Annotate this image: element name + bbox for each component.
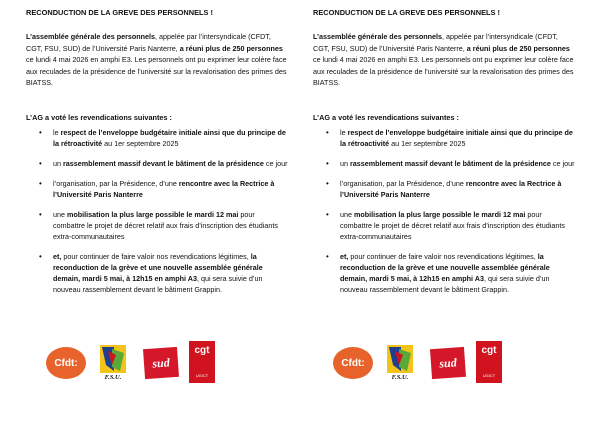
cgt-logo — [189, 341, 215, 383]
demand-item — [26, 209, 288, 242]
intro-segment: L’assemblée générale des personnels — [313, 32, 443, 41]
intro-segment: L’assemblée générale des personnels — [26, 32, 156, 41]
sud-logo-text: sud — [151, 354, 171, 371]
union-logos — [333, 340, 573, 388]
demand-item — [26, 251, 288, 295]
cfdt-logo-text: Cfdt: — [54, 357, 78, 369]
demands-heading: L’AG a voté les revendications suivantes : — [313, 113, 459, 122]
demand-segment: un — [340, 159, 350, 168]
demand-segment: un — [53, 159, 63, 168]
demand-segment: et, — [53, 252, 62, 261]
intro-segment: ce lundi 4 mai 2026 en amphi E3. Les personnels ont pu exprimer leur colère face aux reculades de la présidence de l’université sur la revalorisation des primes des BIATSS. — [313, 55, 574, 87]
demand-segment: la reconduction de la grève et une nouvelle assemblée générale demain, mardi 5 mai, à 12h15 en amphi A3 — [340, 252, 550, 283]
cgt-logo-subtext: UGICT — [195, 373, 209, 378]
demand-item — [26, 178, 288, 200]
demand-segment: une — [340, 210, 354, 219]
cfdt-logo — [46, 347, 86, 379]
demand-segment: rassemblement massif devant le bâtiment de la présidence — [350, 159, 551, 168]
intro-segment: , appelée par l’intersyndicale (CFDT, CGT, FSU, SUD) de l’Université Paris Nanterre, — [313, 32, 558, 53]
demand-segment: ce jour — [550, 159, 575, 168]
cgt-logo-text: cgt — [194, 345, 210, 356]
demand-segment: au 1er septembre 2025 — [389, 139, 466, 148]
leaflet-title: RECONDUCTION DE LA GREVE DES PERSONNELS ! — [313, 8, 500, 17]
fsu-emblem-icon — [383, 343, 417, 375]
demand-segment: respect de l’enveloppe budgétaire initiale ainsi que du principe de la rétroactivité — [340, 128, 573, 148]
intro-paragraph — [313, 31, 575, 89]
demand-segment: pour combattre le projet de décret relatif aux frais d’inscription des étudiants extra-communautaires — [340, 210, 565, 241]
demand-item — [26, 158, 288, 169]
fsu-logo — [383, 343, 417, 383]
intro-segment: , appelée par l’intersyndicale (CFDT, CGT, FSU, SUD) de l’Université Paris Nanterre, — [26, 32, 271, 53]
demand-segment: , qui sera suivie d’un nouveau rassemblement devant le bâtiment Grappin. — [53, 274, 263, 294]
demand-segment: ce jour — [263, 159, 288, 168]
cgt-logo-subtext: UGICT — [482, 373, 496, 378]
demand-item — [313, 209, 575, 242]
demand-segment: au 1er septembre 2025 — [102, 139, 179, 148]
union-logos — [46, 340, 286, 388]
demand-segment: le — [53, 128, 61, 137]
demand-segment: pour continuer de faire valoir nos revendications légitimes, — [348, 252, 538, 261]
demand-segment: la reconduction de la grève et une nouvelle assemblée générale demain, mardi 5 mai, à 12h15 en amphi A3 — [53, 252, 263, 283]
demand-segment: une — [53, 210, 67, 219]
demands-heading: L’AG a voté les revendications suivantes : — [26, 113, 172, 122]
intro-segment: a réuni plus de 250 personnes — [466, 43, 570, 53]
demands-list — [313, 127, 575, 304]
demands-list — [26, 127, 288, 304]
demand-segment: pour continuer de faire valoir nos revendications légitimes, — [61, 252, 251, 261]
leaflet-title: RECONDUCTION DE LA GREVE DES PERSONNELS ! — [26, 8, 213, 17]
demand-segment: et, — [340, 252, 349, 261]
demand-segment: , qui sera suivie d’un nouveau rassemblement devant le bâtiment Grappin. — [340, 274, 550, 294]
fsu-logo-text: F.S.U. — [391, 374, 409, 381]
demand-segment: respect de l’enveloppe budgétaire initiale ainsi que du principe de la rétroactivité — [53, 128, 286, 148]
demand-item — [313, 158, 575, 169]
demand-segment: rassemblement massif devant le bâtiment de la présidence — [63, 159, 264, 168]
fsu-logo-text: F.S.U. — [104, 374, 122, 381]
cfdt-logo-text: Cfdt: — [341, 357, 365, 369]
demand-segment: l’organisation, par la Présidence, d’une — [53, 179, 179, 188]
fsu-emblem-icon — [96, 343, 130, 375]
demand-item — [26, 127, 288, 149]
demand-segment: mobilisation la plus large possible le mardi 12 mai — [67, 210, 239, 219]
demand-segment: l’organisation, par la Présidence, d’une — [340, 179, 466, 188]
cgt-logo — [476, 341, 502, 383]
intro-segment: ce lundi 4 mai 2026 en amphi E3. Les personnels ont pu exprimer leur colère face aux reculades de la présidence de l’université sur la revalorisation des primes des BIATSS. — [26, 55, 287, 87]
demand-item — [313, 127, 575, 149]
sud-logo-text: sud — [438, 354, 458, 371]
fsu-logo — [96, 343, 130, 383]
sud-logo — [430, 347, 466, 379]
intro-paragraph — [26, 31, 288, 89]
demand-item — [313, 251, 575, 295]
demand-segment: rencontre avec la Rectrice à l’Université Paris Nanterre — [340, 179, 562, 199]
demand-segment: rencontre avec la Rectrice à l’Université Paris Nanterre — [53, 179, 275, 199]
demand-segment: pour combattre le projet de décret relatif aux frais d’inscription des étudiants extra-communautaires — [53, 210, 278, 241]
intro-segment: a réuni plus de 250 personnes — [179, 43, 283, 53]
cfdt-logo — [333, 347, 373, 379]
sud-logo — [143, 347, 179, 379]
demand-item — [313, 178, 575, 200]
demand-segment: mobilisation la plus large possible le mardi 12 mai — [354, 210, 526, 219]
cgt-logo-text: cgt — [481, 345, 497, 356]
demand-segment: le — [340, 128, 348, 137]
